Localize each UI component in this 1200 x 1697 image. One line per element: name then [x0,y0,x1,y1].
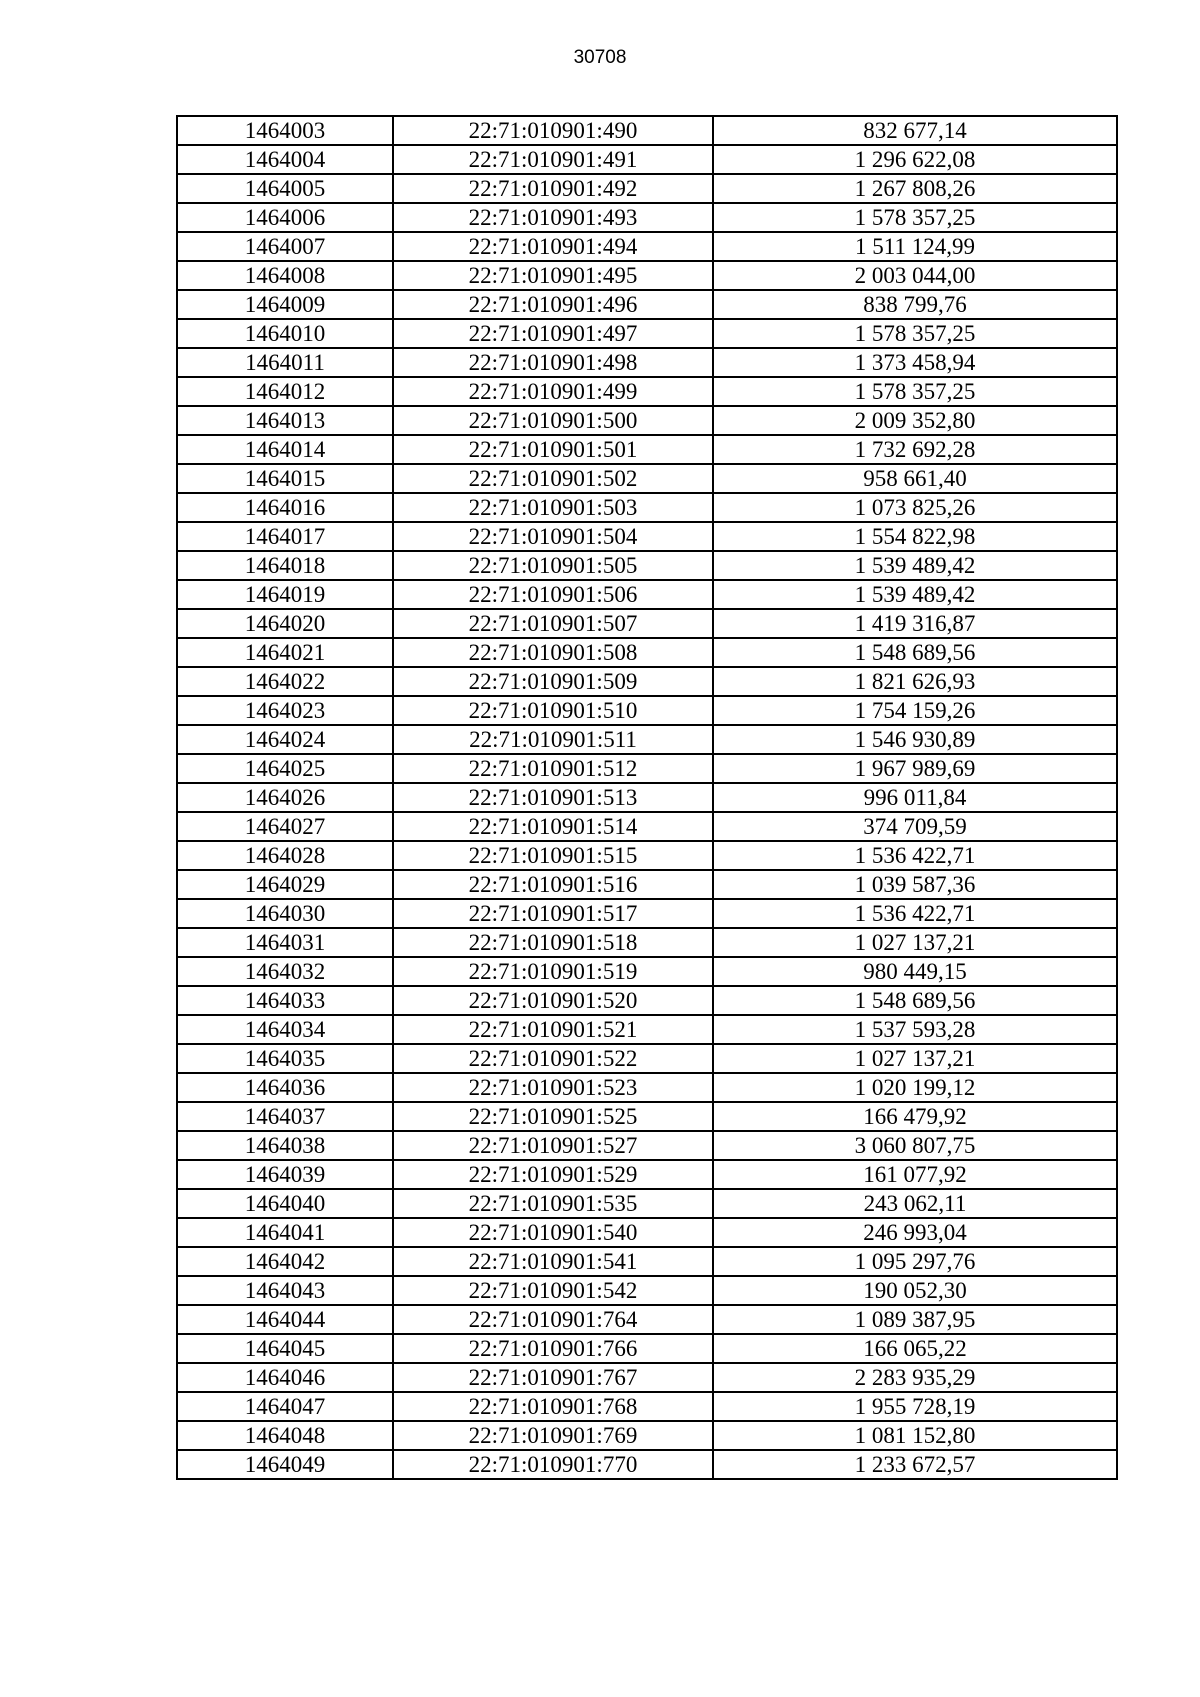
cadastral-number-cell: 22:71:010901:500 [393,406,713,435]
table-row [177,986,1117,1015]
row-number-cell: 1464017 [177,522,393,551]
value-cell: 1 578 357,25 [713,377,1117,406]
cadastral-number-cell: 22:71:010901:767 [393,1363,713,1392]
value-cell: 832 677,14 [713,116,1117,145]
page-number: 30708 [573,47,627,68]
table-row [177,551,1117,580]
cadastral-number-cell: 22:71:010901:764 [393,1305,713,1334]
value-cell: 1 027 137,21 [713,1044,1117,1073]
row-number-cell: 1464007 [177,232,393,261]
value-cell: 958 661,40 [713,464,1117,493]
row-number-cell: 1464005 [177,174,393,203]
cadastral-number-cell: 22:71:010901:527 [393,1131,713,1160]
row-number-cell: 1464029 [177,870,393,899]
cadastral-number-cell: 22:71:010901:535 [393,1189,713,1218]
cadastral-number-cell: 22:71:010901:529 [393,1160,713,1189]
table-row [177,1421,1117,1450]
cadastral-number-cell: 22:71:010901:542 [393,1276,713,1305]
cadastral-number-cell: 22:71:010901:512 [393,754,713,783]
row-number-cell: 1464019 [177,580,393,609]
cadastral-number-cell: 22:71:010901:507 [393,609,713,638]
table-row [177,899,1117,928]
table-row [177,870,1117,899]
table-row [177,377,1117,406]
table-row [177,435,1117,464]
row-number-cell: 1464046 [177,1363,393,1392]
row-number-cell: 1464003 [177,116,393,145]
value-cell: 1 511 124,99 [713,232,1117,261]
table-row [177,928,1117,957]
table-body [177,116,1117,1479]
row-number-cell: 1464039 [177,1160,393,1189]
cadastral-number-cell: 22:71:010901:511 [393,725,713,754]
row-number-cell: 1464013 [177,406,393,435]
value-cell: 996 011,84 [713,783,1117,812]
table-row [177,174,1117,203]
cadastral-number-cell: 22:71:010901:517 [393,899,713,928]
value-cell: 1 967 989,69 [713,754,1117,783]
row-number-cell: 1464042 [177,1247,393,1276]
table-row [177,1334,1117,1363]
value-cell: 1 296 622,08 [713,145,1117,174]
table-row [177,696,1117,725]
row-number-cell: 1464049 [177,1450,393,1479]
row-number-cell: 1464036 [177,1073,393,1102]
cadastral-number-cell: 22:71:010901:768 [393,1392,713,1421]
value-cell: 1 955 728,19 [713,1392,1117,1421]
row-number-cell: 1464035 [177,1044,393,1073]
value-cell: 1 548 689,56 [713,638,1117,667]
cadastral-number-cell: 22:71:010901:491 [393,145,713,174]
cadastral-number-cell: 22:71:010901:769 [393,1421,713,1450]
cadastral-number-cell: 22:71:010901:496 [393,290,713,319]
value-cell: 1 546 930,89 [713,725,1117,754]
row-number-cell: 1464040 [177,1189,393,1218]
cadastral-number-cell: 22:71:010901:493 [393,203,713,232]
table-row [177,725,1117,754]
value-cell: 1 536 422,71 [713,899,1117,928]
table-row [177,464,1117,493]
value-cell: 1 233 672,57 [713,1450,1117,1479]
cadastral-number-cell: 22:71:010901:495 [393,261,713,290]
cadastral-number-cell: 22:71:010901:494 [393,232,713,261]
value-cell: 243 062,11 [713,1189,1117,1218]
value-cell: 1 578 357,25 [713,319,1117,348]
value-cell: 1 373 458,94 [713,348,1117,377]
table-row [177,1102,1117,1131]
value-cell: 190 052,30 [713,1276,1117,1305]
row-number-cell: 1464010 [177,319,393,348]
cadastral-number-cell: 22:71:010901:519 [393,957,713,986]
cadastral-number-cell: 22:71:010901:770 [393,1450,713,1479]
table-row [177,638,1117,667]
value-cell: 1 537 593,28 [713,1015,1117,1044]
row-number-cell: 1464014 [177,435,393,464]
value-cell: 1 754 159,26 [713,696,1117,725]
row-number-cell: 1464048 [177,1421,393,1450]
row-number-cell: 1464024 [177,725,393,754]
value-cell: 161 077,92 [713,1160,1117,1189]
table-row [177,290,1117,319]
cadastral-number-cell: 22:71:010901:503 [393,493,713,522]
cadastral-number-cell: 22:71:010901:510 [393,696,713,725]
table-row [177,261,1117,290]
value-cell: 1 095 297,76 [713,1247,1117,1276]
table-row [177,348,1117,377]
cadastral-number-cell: 22:71:010901:504 [393,522,713,551]
table-row [177,1247,1117,1276]
table-row [177,667,1117,696]
value-cell: 1 081 152,80 [713,1421,1117,1450]
value-cell: 374 709,59 [713,812,1117,841]
row-number-cell: 1464011 [177,348,393,377]
table-row [177,1044,1117,1073]
value-cell: 3 060 807,75 [713,1131,1117,1160]
row-number-cell: 1464021 [177,638,393,667]
value-cell: 246 993,04 [713,1218,1117,1247]
table-row [177,1218,1117,1247]
value-cell: 1 554 822,98 [713,522,1117,551]
cadastral-number-cell: 22:71:010901:521 [393,1015,713,1044]
value-cell: 1 821 626,93 [713,667,1117,696]
row-number-cell: 1464031 [177,928,393,957]
cadastral-number-cell: 22:71:010901:523 [393,1073,713,1102]
cadastral-number-cell: 22:71:010901:518 [393,928,713,957]
value-cell: 1 073 825,26 [713,493,1117,522]
cadastral-number-cell: 22:71:010901:513 [393,783,713,812]
table-row [177,145,1117,174]
row-number-cell: 1464015 [177,464,393,493]
row-number-cell: 1464004 [177,145,393,174]
cadastral-number-cell: 22:71:010901:509 [393,667,713,696]
value-cell: 1 027 137,21 [713,928,1117,957]
row-number-cell: 1464047 [177,1392,393,1421]
row-number-cell: 1464038 [177,1131,393,1160]
cadastral-number-cell: 22:71:010901:522 [393,1044,713,1073]
row-number-cell: 1464018 [177,551,393,580]
value-cell: 2 283 935,29 [713,1363,1117,1392]
value-cell: 1 039 587,36 [713,870,1117,899]
value-cell: 980 449,15 [713,957,1117,986]
cadastral-number-cell: 22:71:010901:516 [393,870,713,899]
cadastral-number-cell: 22:71:010901:508 [393,638,713,667]
cadastral-number-cell: 22:71:010901:520 [393,986,713,1015]
table-row [177,841,1117,870]
cadastral-number-cell: 22:71:010901:497 [393,319,713,348]
row-number-cell: 1464012 [177,377,393,406]
row-number-cell: 1464044 [177,1305,393,1334]
cadastral-number-cell: 22:71:010901:501 [393,435,713,464]
value-cell: 1 732 692,28 [713,435,1117,464]
cadastral-value-table [176,115,1118,1480]
cadastral-number-cell: 22:71:010901:505 [393,551,713,580]
table-row [177,754,1117,783]
table-row [177,1189,1117,1218]
table-row [177,1305,1117,1334]
table-row [177,580,1117,609]
cadastral-number-cell: 22:71:010901:514 [393,812,713,841]
value-cell: 1 089 387,95 [713,1305,1117,1334]
table-row [177,1015,1117,1044]
cadastral-number-cell: 22:71:010901:502 [393,464,713,493]
row-number-cell: 1464026 [177,783,393,812]
table-row [177,1160,1117,1189]
table-row [177,319,1117,348]
row-number-cell: 1464008 [177,261,393,290]
table-row [177,232,1117,261]
row-number-cell: 1464028 [177,841,393,870]
table-row [177,116,1117,145]
table-row [177,812,1117,841]
value-cell: 2 003 044,00 [713,261,1117,290]
row-number-cell: 1464041 [177,1218,393,1247]
cadastral-number-cell: 22:71:010901:540 [393,1218,713,1247]
row-number-cell: 1464043 [177,1276,393,1305]
value-cell: 1 267 808,26 [713,174,1117,203]
row-number-cell: 1464020 [177,609,393,638]
table-row [177,957,1117,986]
value-cell: 1 020 199,12 [713,1073,1117,1102]
cadastral-number-cell: 22:71:010901:490 [393,116,713,145]
table-row [177,1450,1117,1479]
value-cell: 1 539 489,42 [713,580,1117,609]
cadastral-number-cell: 22:71:010901:506 [393,580,713,609]
row-number-cell: 1464016 [177,493,393,522]
value-cell: 1 419 316,87 [713,609,1117,638]
table-row [177,1131,1117,1160]
cadastral-number-cell: 22:71:010901:541 [393,1247,713,1276]
cadastral-number-cell: 22:71:010901:499 [393,377,713,406]
table-row [177,493,1117,522]
row-number-cell: 1464027 [177,812,393,841]
table-row [177,522,1117,551]
value-cell: 838 799,76 [713,290,1117,319]
value-cell: 2 009 352,80 [713,406,1117,435]
table-row [177,1073,1117,1102]
table-row [177,1363,1117,1392]
row-number-cell: 1464006 [177,203,393,232]
row-number-cell: 1464009 [177,290,393,319]
row-number-cell: 1464032 [177,957,393,986]
table-row [177,609,1117,638]
cadastral-number-cell: 22:71:010901:492 [393,174,713,203]
row-number-cell: 1464045 [177,1334,393,1363]
table-row [177,783,1117,812]
row-number-cell: 1464034 [177,1015,393,1044]
table-row [177,406,1117,435]
cadastral-number-cell: 22:71:010901:525 [393,1102,713,1131]
row-number-cell: 1464022 [177,667,393,696]
cadastral-number-cell: 22:71:010901:515 [393,841,713,870]
row-number-cell: 1464030 [177,899,393,928]
value-cell: 1 578 357,25 [713,203,1117,232]
table-row [177,203,1117,232]
row-number-cell: 1464025 [177,754,393,783]
table-row [177,1276,1117,1305]
row-number-cell: 1464023 [177,696,393,725]
cadastral-number-cell: 22:71:010901:766 [393,1334,713,1363]
row-number-cell: 1464037 [177,1102,393,1131]
value-cell: 166 479,92 [713,1102,1117,1131]
cadastral-number-cell: 22:71:010901:498 [393,348,713,377]
value-cell: 166 065,22 [713,1334,1117,1363]
value-cell: 1 548 689,56 [713,986,1117,1015]
row-number-cell: 1464033 [177,986,393,1015]
table-row [177,1392,1117,1421]
value-cell: 1 539 489,42 [713,551,1117,580]
value-cell: 1 536 422,71 [713,841,1117,870]
